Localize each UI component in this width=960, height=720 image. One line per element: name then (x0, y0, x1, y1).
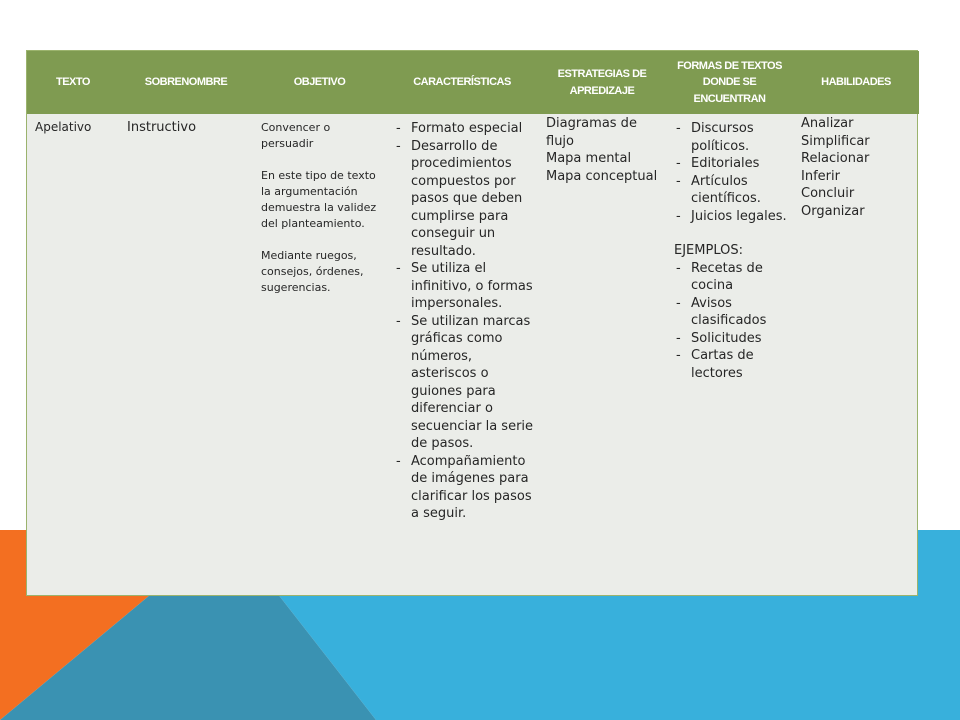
table-row (27, 114, 919, 523)
estrategia-item: Mapa mental (546, 151, 632, 166)
list-item: - Se utilizan marcas gráficas como números, asteriscos o guiones para diferenciar o secuenciar la serie de pasos. (394, 313, 534, 453)
cell-texto: Apelativo (35, 120, 92, 134)
header-estrategias: ESTRATEGIAS DE APREDIZAJE (557, 68, 647, 97)
cell-estrategias (538, 114, 666, 523)
list-item: - Acompañamiento de imágenes para clarificar los pasos a seguir. (394, 453, 534, 523)
habilidad-item: Concluir (801, 186, 855, 201)
table-header-row (27, 51, 919, 114)
header-caracteristicas: CARACTERÍSTICAS (413, 76, 511, 89)
list-item: - Solicitudes (674, 330, 789, 348)
header-formas: FORMAS DE TEXTOS DONDE SE ENCUENTRAN (677, 59, 782, 105)
list-item: - Se utiliza el infinitivo, o formas impersonales. (394, 260, 534, 313)
ejemplos-label: EJEMPLOS: (674, 243, 743, 258)
list-item: - Desarrollo de procedimientos compuestos por pasos que deben cumplirse para conseguir un resultado. (394, 138, 534, 261)
objetivo-paragraph: Convencer o persuadir (261, 121, 331, 150)
header-sobrenombre: SOBRENOMBRE (144, 76, 228, 89)
habilidad-item: Analizar (801, 116, 854, 131)
ejemplos-list (674, 260, 789, 383)
text-types-table (26, 50, 918, 596)
list-item: - Juicios legales. (674, 208, 789, 226)
list-item: - Discursos políticos. (674, 120, 789, 155)
objetivo-paragraph: Mediante ruegos, consejos, órdenes, sugerencias. (261, 249, 364, 294)
objetivo-paragraph: En este tipo de texto la argumentación demuestra la validez del planteamiento. (261, 169, 377, 230)
habilidad-item: Relacionar (801, 151, 870, 166)
habilidad-item: Organizar (801, 203, 865, 219)
estrategia-item: Diagramas de flujo (546, 116, 637, 149)
list-item: - Artículos científicos. (674, 173, 789, 208)
cell-objetivo (253, 114, 386, 523)
header-objetivo: OBJETIVO (293, 76, 346, 89)
habilidad-item: Inferir (801, 168, 840, 184)
list-item: - Cartas de lectores (674, 347, 789, 382)
list-item: - Avisos clasificados (674, 295, 789, 330)
list-item: - Formato especial (394, 120, 534, 138)
cell-habilidades (793, 114, 919, 523)
formas-list (674, 120, 789, 225)
header-habilidades: HABILIDADES (821, 76, 891, 89)
habilidad-item: Simplificar (801, 133, 870, 149)
cell-caracteristicas (386, 114, 538, 523)
caracteristicas-list (394, 120, 534, 523)
cell-formas (666, 114, 793, 523)
list-item: - Editoriales (674, 155, 789, 173)
list-item: - Recetas de cocina (674, 260, 789, 295)
table (27, 51, 919, 523)
cell-sobrenombre: Instructivo (127, 120, 197, 135)
estrategia-item: Mapa conceptual (546, 168, 658, 184)
header-texto: TEXTO (56, 76, 90, 89)
